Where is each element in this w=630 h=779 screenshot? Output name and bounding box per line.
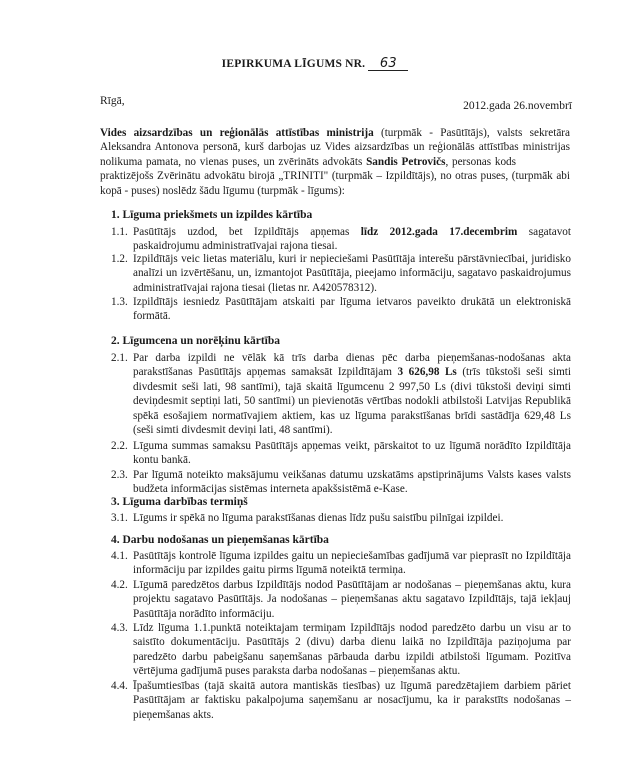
clause-text: Īpašumtiesības (tajā skaitā autora mantiskās tiesības) uz līgumā paredzētajiem darbiem pāriet Pasūtītājam ar faktisku pakalpojuma saņemšanu ar nosacījumu, ka ir parakstīts nodošanas – pieņemšanas akts.: [133, 680, 571, 721]
clause-number: 4.3.: [111, 622, 128, 634]
clause-text: Par darba izpildi ne vēlāk kā trīs darba dienas pēc darba pieņemšanas-nodošanas akta parakstīšanas Pasūtītājs apņemas samaksāt Izpildītājam: [133, 352, 571, 379]
contract-number: 63: [368, 58, 408, 71]
clause: [111, 679, 571, 722]
section-heading: 2. Līgumcena un norēķinu kārtība: [111, 335, 281, 347]
clause-text: Līgumā paredzētos darbus Izpildītājs nodod Pasūtītājam ar nodošanas – pieņemšanas aktu, kura projektu sagatavo Pasūtītājs. Ja nodošanas – pieņemšanas aktu sagatavo Izpildītājs, tajā iekļauj Pasūtītāja norādīto informāciju.: [133, 579, 571, 620]
clause-number: 2.3.: [111, 469, 128, 481]
section-heading: 3. Līguma darbības termiņš: [111, 496, 248, 508]
section-heading: 4. Darbu nodošanas un pieņemšanas kārtība: [111, 534, 329, 546]
party2-name: Sandis Petrovičs: [366, 155, 446, 168]
clause: [111, 439, 571, 468]
title-text: IEPIRKUMA LĪGUMS NR.: [221, 58, 366, 70]
clause: [111, 578, 571, 621]
clause: [111, 351, 571, 437]
clause: [111, 295, 571, 324]
contract-date: 2012.gada 26.novembrī: [463, 100, 572, 112]
clause-number: 4.2.: [111, 579, 128, 591]
clause-text: Izpildītājs veic lietas materiālu, kuri ir nepieciešami Pasūtītāja interešu pārstāvniecībai, juridisko analīzi un izvērtēšanu, un, izmantojot Pasūtītāja, pieejamo informāciju, sagatavo paskaidrojumus administratīvajai rajona tiesai (lietas nr. A420578312).: [133, 253, 571, 294]
clause: [111, 511, 571, 525]
place: Rīgā,: [100, 95, 125, 107]
intro-part2: , personas kods: [445, 155, 517, 168]
clause-bold: līdz 2012.gada 17.decembrim: [360, 226, 518, 238]
clause-text: Pasūtītājs kontrolē līguma izpildes gaitu un nepieciešamības gadījumā var pieprasīt no Izpildītāja informāciju par izpildes gaitu pirms līgumā noteiktā termiņa.: [133, 550, 571, 577]
clause-text: Līguma summas samaksu Pasūtītājs apņemas veikt, pārskaitot to uz līgumā norādīto Izpildītāja kontu bankā.: [133, 440, 571, 467]
clause-number: 4.4.: [111, 680, 128, 692]
clause: [111, 549, 571, 578]
clause-text: Līgums ir spēkā no līguma parakstīšanas dienas līdz pušu saistību pilnīgai izpildei.: [133, 512, 504, 524]
clause-number: 4.1.: [111, 550, 128, 562]
clause-text: Par līgumā noteikto maksājumu veikšanas datumu uzskatāms apstiprinājums Valsts kases valsts budžeta informācijas sistēmas interneta apakšsistēmā e-Kase.: [133, 469, 571, 496]
clause-number: 2.2.: [111, 440, 128, 452]
section-heading: 1. Līguma priekšmets un izpildes kārtība: [111, 209, 313, 221]
clause-text-post: (trīs tūkstoši seši simti divdesmit seši lati, 98 santīmi), tajā skaitā līgumcenu 2 997,50 Ls (divi tūkstoši deviņi simti deviņdesmit septiņi lati, 50 santīmi) un pievienotās vērtības nodokli atbilstoši Latvijas Republikā spēkā esošajiem normatīvajiem aktiem, kas uz līguma parakstīšanas brīdi sastādīja 629,48 Ls (seši simti divdesmit deviņi lati, 48 santīmi).: [133, 366, 571, 437]
clause-number: 2.1.: [111, 352, 128, 364]
contract-title: [0, 58, 630, 71]
clause-bold: 3 626,98 Ls: [397, 366, 457, 379]
clause-text: Izpildītājs iesniedz Pasūtītājam atskaiti par līguma ietvaros paveikto drukātā un elektroniskā formātā.: [133, 296, 571, 323]
party1-name: Vides aizsardzības un reģionālās attīstības ministrija: [100, 127, 374, 139]
clause-text-post: sagatavot paskaidrojumu administratīvajai rajona tiesai.: [133, 226, 572, 253]
intro-part1: (turpmāk - Pasūtītājs), valsts sekretāra Aleksandra Antonova personā, kurš darbojas uz Vides aizsardzības un reģionālās attīstības ministrijas nolikuma pamata, no vienas puses, un zvērināts advokāts: [100, 127, 570, 168]
clause-number: 1.1.: [111, 226, 128, 238]
clause: [111, 621, 571, 679]
clause-number: 3.1.: [111, 512, 128, 524]
clause: [111, 225, 571, 254]
clause-number: 1.3.: [111, 296, 128, 308]
intro-paragraph: [100, 126, 570, 198]
intro-part3: praktizējošs Zvērinātu advokātu birojā „TRINITI" (turpmāk – Izpildītājs), no otras puses, (turpmāk abi kopā - puses) noslēdz šādu līgumu (turpmāk - līgums):: [100, 170, 570, 197]
clause-text: Pasūtītājs uzdod, bet Izpildītājs apņemas: [133, 226, 361, 238]
clause-text: Līdz līguma 1.1.punktā noteiktajam termiņam Izpildītājs nodod paredzēto darbu un visu ar to saistīto dokumentāciju. Pasūtītājs 2 (divu) darba dienu laikā no Izpildītāja paziņojuma par paredzēto darbu pabeigšanu saņemšanas pārbauda darbu izpildi atbilstoši līgumam. Pozitīva vērtējuma gadījumā puses paraksta darba nodošanas – pieņemšanas aktu.: [133, 622, 571, 678]
clause-number: 1.2.: [111, 253, 128, 265]
clause: [111, 468, 571, 497]
clause: [111, 252, 571, 295]
